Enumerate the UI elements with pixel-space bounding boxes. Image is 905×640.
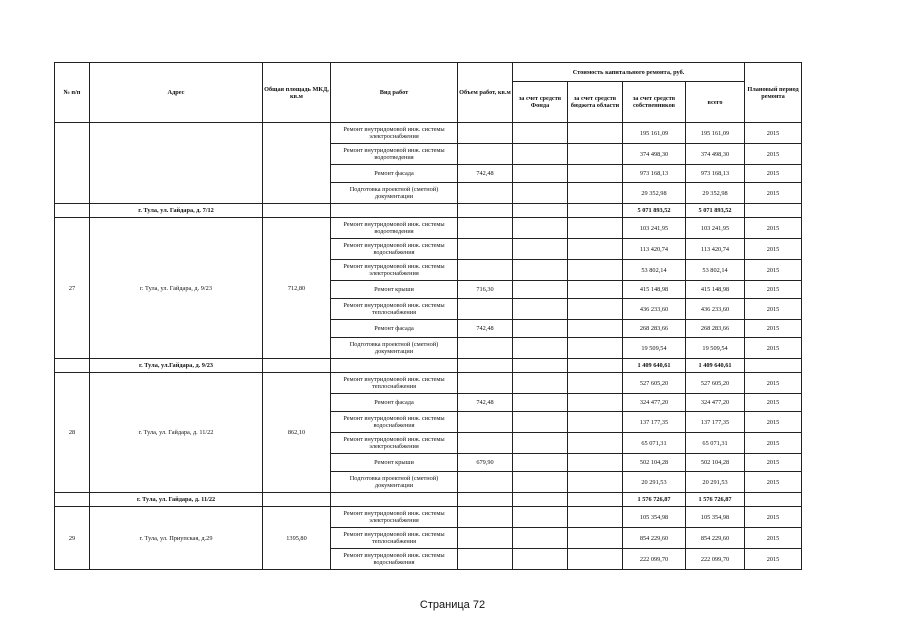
row-fund [513,454,568,472]
total-row [55,493,802,507]
row-area [263,123,331,204]
row-period: 2015 [745,281,802,299]
row-budget [568,472,623,493]
row-work: Подготовка проектной (сметной) документации [331,338,458,359]
row-area: 1395,80 [263,507,331,570]
row-period: 2015 [745,299,802,320]
total-empty [458,493,513,507]
row-period: 2015 [745,549,802,570]
total-empty [513,359,568,373]
row-work: Ремонт фасада [331,394,458,412]
row-fund [513,299,568,320]
total-empty [331,359,458,373]
row-total: 374 498,30 [686,144,745,165]
row-total: 527 605,20 [686,373,745,394]
row-number [55,123,90,204]
row-work: Ремонт фасада [331,165,458,183]
total-empty [745,359,802,373]
total-empty [331,493,458,507]
row-total: 103 241,95 [686,218,745,239]
row-own: 324 477,20 [623,394,686,412]
row-fund [513,433,568,454]
total-empty [55,204,90,218]
row-fund [513,281,568,299]
row-budget [568,433,623,454]
row-total: 65 071,31 [686,433,745,454]
row-fund [513,528,568,549]
row-total: 268 283,66 [686,320,745,338]
row-budget [568,165,623,183]
total-empty [263,359,331,373]
row-volume [458,183,513,204]
total-empty [568,359,623,373]
row-fund [513,320,568,338]
total-label: г. Тула, ул. Гайдара, д. 11/22 [90,493,263,507]
row-volume [458,549,513,570]
row-volume: 679,90 [458,454,513,472]
row-period: 2015 [745,218,802,239]
total-empty [263,493,331,507]
row-work: Ремонт крыши [331,281,458,299]
row-budget [568,454,623,472]
row-budget [568,123,623,144]
repair-table [54,62,802,570]
total-label: г. Тула, ул.Гайдара, д. 9/23 [90,359,263,373]
row-fund [513,394,568,412]
row-budget [568,338,623,359]
row-total: 113 420,74 [686,239,745,260]
row-total: 53 802,14 [686,260,745,281]
table-row [55,507,802,528]
row-budget [568,183,623,204]
row-fund [513,123,568,144]
row-fund [513,165,568,183]
row-address [90,123,263,204]
page-footer: Страница 72 [419,599,486,611]
table-row [55,123,802,144]
row-work: Ремонт внутридомовой инж. системы водоснабжения [331,549,458,570]
total-empty [331,204,458,218]
header-period: Плановый период ремонта [745,63,802,123]
row-volume [458,433,513,454]
row-work: Подготовка проектной (сметной) документации [331,472,458,493]
header-cost-group: Стоимость капитального ремонта, руб. [513,63,745,82]
row-total: 324 477,20 [686,394,745,412]
row-volume [458,412,513,433]
total-empty [745,204,802,218]
row-work: Ремонт внутридомовой инж. системы электроснабжения [331,507,458,528]
row-work: Ремонт внутридомовой инж. системы теплоснабжения [331,373,458,394]
row-total: 436 233,60 [686,299,745,320]
row-budget [568,528,623,549]
row-period: 2015 [745,507,802,528]
row-volume: 742,48 [458,320,513,338]
row-period: 2015 [745,144,802,165]
total-empty [513,204,568,218]
row-budget [568,394,623,412]
row-period: 2015 [745,394,802,412]
row-work: Ремонт внутридомовой инж. системы водоотведения [331,218,458,239]
header-area: Общая площадь МКД, кв.м [263,63,331,123]
total-row [55,204,802,218]
row-volume [458,218,513,239]
row-budget [568,218,623,239]
total-empty [458,359,513,373]
row-volume [458,299,513,320]
row-work: Ремонт фасада [331,320,458,338]
row-budget [568,144,623,165]
row-volume [458,507,513,528]
row-total: 502 104,28 [686,454,745,472]
row-period: 2015 [745,472,802,493]
row-own: 137 177,35 [623,412,686,433]
row-own: 415 148,98 [623,281,686,299]
row-own: 436 233,60 [623,299,686,320]
header-volume: Объем работ, кв.м [458,63,513,123]
row-volume [458,239,513,260]
row-own: 854 229,60 [623,528,686,549]
row-period: 2015 [745,338,802,359]
total-sum: 1 409 640,61 [686,359,745,373]
row-number: 28 [55,373,90,493]
row-own: 374 498,30 [623,144,686,165]
total-empty [568,493,623,507]
row-work: Подготовка проектной (сметной) документации [331,183,458,204]
row-volume [458,260,513,281]
total-own: 5 071 893,52 [623,204,686,218]
total-empty [55,493,90,507]
row-fund [513,260,568,281]
total-sum: 5 071 893,52 [686,204,745,218]
row-work: Ремонт внутридомовой инж. системы электроснабжения [331,123,458,144]
row-period: 2015 [745,165,802,183]
row-own: 502 104,28 [623,454,686,472]
row-work: Ремонт внутридомовой инж. системы водоотведения [331,144,458,165]
row-period: 2015 [745,412,802,433]
row-area: 712,80 [263,218,331,359]
total-empty [55,359,90,373]
row-volume [458,528,513,549]
row-own: 222 099,70 [623,549,686,570]
row-total: 29 352,98 [686,183,745,204]
row-budget [568,281,623,299]
row-fund [513,549,568,570]
total-empty [458,204,513,218]
total-empty [263,204,331,218]
row-total: 854 229,60 [686,528,745,549]
row-own: 105 354,98 [623,507,686,528]
row-volume [458,338,513,359]
row-fund [513,183,568,204]
row-own: 103 241,95 [623,218,686,239]
row-address: г. Тула, ул. Приупская, д.29 [90,507,263,570]
row-own: 527 605,20 [623,373,686,394]
row-own: 20 291,53 [623,472,686,493]
row-fund [513,412,568,433]
row-total: 137 177,35 [686,412,745,433]
row-total: 195 161,09 [686,123,745,144]
row-own: 113 420,74 [623,239,686,260]
table-row [55,218,802,239]
row-fund [513,338,568,359]
row-budget [568,260,623,281]
row-fund [513,239,568,260]
row-fund [513,373,568,394]
row-volume: 716,30 [458,281,513,299]
row-work: Ремонт внутридомовой инж. системы водоснабжения [331,239,458,260]
row-period: 2015 [745,433,802,454]
header-fund: за счет средств Фонда [513,82,568,123]
row-total: 415 148,98 [686,281,745,299]
row-volume: 742,48 [458,165,513,183]
row-budget [568,320,623,338]
row-work: Ремонт крыши [331,454,458,472]
row-budget [568,549,623,570]
header-work: Вид работ [331,63,458,123]
row-period: 2015 [745,260,802,281]
row-period: 2015 [745,320,802,338]
row-number: 29 [55,507,90,570]
table-row [55,373,802,394]
row-total: 973 168,13 [686,165,745,183]
row-budget [568,412,623,433]
row-area: 862,10 [263,373,331,493]
row-own: 19 509,54 [623,338,686,359]
row-period: 2015 [745,123,802,144]
row-work: Ремонт внутридомовой инж. системы теплоснабжения [331,299,458,320]
row-budget [568,507,623,528]
row-total: 20 291,53 [686,472,745,493]
row-total: 19 509,54 [686,338,745,359]
row-volume [458,123,513,144]
row-total: 105 354,98 [686,507,745,528]
row-address: г. Тула, ул. Гайдара, д. 9/23 [90,218,263,359]
row-work: Ремонт внутридомовой инж. системы электроснабжения [331,260,458,281]
row-total: 222 099,70 [686,549,745,570]
row-period: 2015 [745,239,802,260]
row-period: 2015 [745,454,802,472]
row-address: г. Тула, ул. Гайдара, д. 11/22 [90,373,263,493]
row-own: 268 283,66 [623,320,686,338]
row-own: 29 352,98 [623,183,686,204]
header-address: Адрес [90,63,263,123]
row-period: 2015 [745,183,802,204]
row-volume [458,472,513,493]
row-budget [568,299,623,320]
table-body [55,123,802,570]
total-label: г. Тула, ул. Гайдара, д. 7/12 [90,204,263,218]
row-fund [513,507,568,528]
row-period: 2015 [745,373,802,394]
header-own: за счет средств собственников [623,82,686,123]
total-sum: 1 576 726,87 [686,493,745,507]
row-fund [513,144,568,165]
row-own: 195 161,09 [623,123,686,144]
row-own: 65 071,31 [623,433,686,454]
row-budget [568,373,623,394]
row-volume: 742,48 [458,394,513,412]
row-budget [568,239,623,260]
row-own: 973 168,13 [623,165,686,183]
row-work: Ремонт внутридомовой инж. системы водоснабжения [331,412,458,433]
row-number: 27 [55,218,90,359]
total-own: 1 409 640,61 [623,359,686,373]
total-empty [568,204,623,218]
row-fund [513,218,568,239]
header-budget: за счет средств бюджета области [568,82,623,123]
total-empty [745,493,802,507]
row-work: Ремонт внутридомовой инж. системы теплоснабжения [331,528,458,549]
row-volume [458,144,513,165]
header-total: всего [686,82,745,123]
row-work: Ремонт внутридомовой инж. системы электроснабжения [331,433,458,454]
total-empty [513,493,568,507]
row-period: 2015 [745,528,802,549]
row-volume [458,373,513,394]
row-fund [513,472,568,493]
header-num: № п/п [55,63,90,123]
row-own: 53 802,14 [623,260,686,281]
total-row [55,359,802,373]
total-own: 1 576 726,87 [623,493,686,507]
